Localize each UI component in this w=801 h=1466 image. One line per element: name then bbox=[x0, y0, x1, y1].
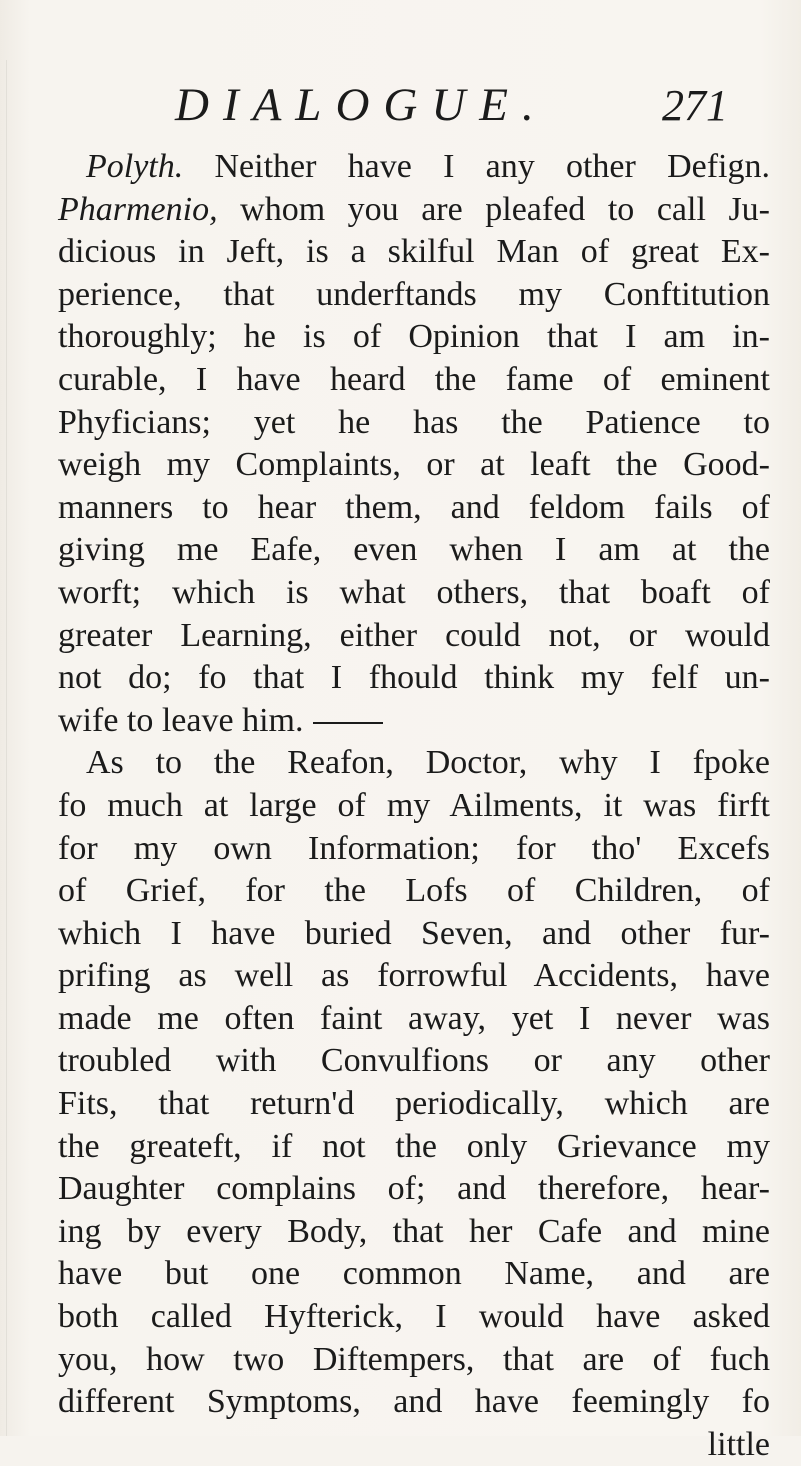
text-line: both called Hyfterick, I would have asked bbox=[58, 1298, 770, 1336]
page-number: 271 bbox=[662, 81, 728, 130]
text-line bbox=[58, 146, 770, 189]
text-line: for my own Information; for tho' Excefs bbox=[58, 829, 770, 867]
speaker-name: Polyth. bbox=[86, 148, 184, 185]
text-line: curable, I have heard the fame of eminent bbox=[58, 360, 770, 398]
text-line: of Grief, for the Lofs of Children, of bbox=[58, 872, 770, 910]
text-line: Daughter complains of; and therefore, hear- bbox=[58, 1170, 770, 1208]
section-rule bbox=[313, 722, 383, 724]
catchword: little bbox=[707, 1425, 770, 1463]
text-line: Fits, that return'd periodically, which are bbox=[58, 1085, 770, 1123]
text-line: have but one common Name, and are bbox=[58, 1255, 770, 1293]
text-line: you, how two Diftempers, that are of fuch bbox=[58, 1340, 770, 1378]
text-line: worft; which is what others, that boaft of bbox=[58, 573, 770, 611]
running-head: DIALOGUE. bbox=[175, 79, 548, 131]
text-line: greater Learning, either could not, or would bbox=[58, 616, 770, 654]
character-name: Pharmenio, bbox=[58, 190, 218, 228]
text-line: fo much at large of my Ailments, it was firft bbox=[58, 786, 770, 824]
text-line: As to the Reafon, Doctor, why I fpoke bbox=[86, 744, 770, 782]
page-fold-line bbox=[6, 60, 7, 1436]
text-line: prifing as well as forrowful Accidents, have bbox=[58, 957, 770, 995]
text-line bbox=[58, 189, 770, 232]
page-header bbox=[0, 78, 801, 138]
text-line: troubled with Convulfions or any other bbox=[58, 1042, 770, 1080]
text-line: not do; fo that I fhould think my felf un- bbox=[58, 659, 770, 697]
text-line: the greateft, if not the only Grievance my bbox=[58, 1127, 770, 1165]
text-line: giving me Eafe, even when I am at the bbox=[58, 531, 770, 569]
text-line bbox=[58, 700, 770, 743]
text-line: dicious in Jeft, is a skilful Man of great Ex- bbox=[58, 233, 770, 271]
text-line: which I have buried Seven, and other fur- bbox=[58, 914, 770, 952]
text-line: weigh my Complaints, or at leaft the Good- bbox=[58, 446, 770, 484]
text-line: perience, that underftands my Conftitution bbox=[58, 275, 770, 313]
text-line: different Symptoms, and have feemingly fo bbox=[58, 1383, 770, 1421]
text-fragment: wife to leave him. bbox=[58, 701, 304, 739]
page-body bbox=[58, 146, 770, 1466]
text-fragment: Neither have I any other Defign. bbox=[214, 148, 770, 185]
text-fragment: whom you are pleafed to call Ju- bbox=[240, 190, 771, 228]
text-line: ing by every Body, that her Cafe and mine bbox=[58, 1212, 770, 1250]
text-line: made me often faint away, yet I never was bbox=[58, 999, 770, 1037]
text-line: manners to hear them, and feldom fails of bbox=[58, 488, 770, 526]
text-line: Phyficians; yet he has the Patience to bbox=[58, 403, 770, 441]
text-line: thoroughly; he is of Opinion that I am in- bbox=[58, 318, 770, 356]
